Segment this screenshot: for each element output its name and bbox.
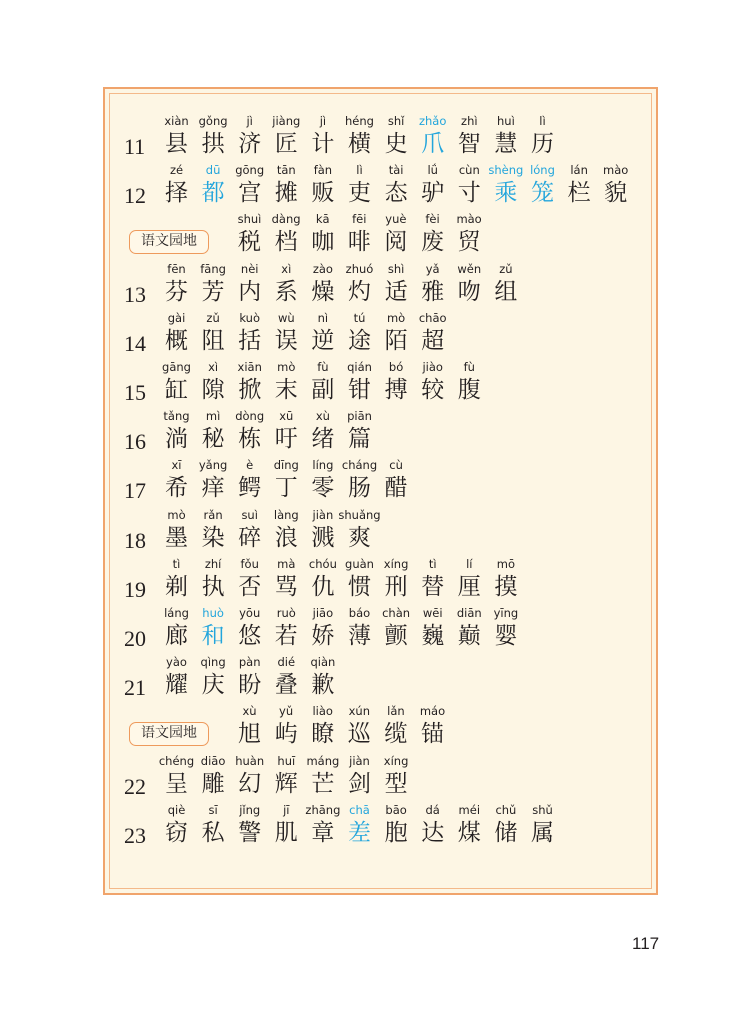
hanzi: 废 — [421, 229, 444, 256]
pinyin: wēi — [422, 606, 443, 620]
hanzi: 型 — [384, 770, 408, 797]
pinyin: bāo — [385, 802, 407, 817]
pinyin: dòng — [235, 409, 265, 424]
hanzi: 芒 — [311, 770, 335, 797]
pinyin: tǎng — [163, 409, 190, 424]
pinyin: máo — [419, 704, 446, 719]
pinyin: lóng — [530, 163, 555, 178]
pinyin: nèi — [240, 261, 259, 276]
hanzi: 痒 — [201, 475, 225, 502]
hanzi: 驴 — [421, 180, 445, 207]
hanzi: 醋 — [384, 475, 408, 502]
pinyin: cháng — [341, 458, 378, 473]
hanzi: 吻 — [457, 278, 481, 305]
pinyin: báo — [348, 606, 371, 620]
lesson-number: 21 — [124, 675, 146, 701]
pinyin: chǔ — [495, 802, 517, 817]
hanzi: 巡 — [347, 721, 371, 748]
pinyin: mò — [277, 360, 296, 374]
hanzi: 内 — [238, 278, 262, 305]
hanzi: 栋 — [238, 426, 262, 453]
pinyin: qiàn — [310, 655, 336, 670]
lesson-row — [105, 606, 656, 654]
lesson-number: 14 — [124, 330, 146, 356]
hanzi: 逆 — [311, 327, 335, 354]
pinyin: shèng — [488, 163, 524, 178]
pinyin: xù — [242, 704, 257, 719]
lesson-number: 23 — [124, 822, 146, 848]
pinyin: rǎn — [203, 507, 223, 522]
pinyin: fēi — [352, 212, 367, 227]
pinyin: yīng — [493, 606, 519, 620]
pinyin: qìng — [200, 655, 226, 670]
lesson-number: 15 — [124, 380, 146, 405]
pinyin: chóu — [308, 556, 337, 571]
pinyin: shǐ — [387, 114, 405, 128]
character-cell — [487, 606, 524, 654]
pinyin: guàn — [345, 556, 374, 571]
pinyin: zhì — [461, 114, 478, 128]
lesson-row — [105, 262, 656, 310]
character-cell — [378, 754, 415, 802]
lesson-number: 11 — [124, 134, 146, 159]
pinyin: zào — [312, 261, 333, 276]
page-number: 117 — [632, 934, 660, 953]
pinyin: chéng — [158, 753, 195, 768]
garden-row — [105, 212, 656, 260]
pinyin: mà — [277, 556, 296, 571]
pinyin: mào — [456, 212, 482, 227]
lesson-row — [105, 655, 656, 703]
hanzi: 贸 — [457, 229, 481, 256]
hanzi: 胞 — [384, 819, 408, 846]
pinyin: dū — [205, 163, 221, 178]
pinyin: jì — [319, 114, 327, 128]
hanzi: 较 — [421, 377, 445, 403]
hanzi: 都 — [201, 180, 225, 207]
character-cell — [487, 262, 524, 310]
character-cell — [487, 557, 524, 605]
pinyin: jiāo — [312, 606, 334, 620]
hanzi: 巅 — [457, 623, 481, 649]
hanzi: 差 — [348, 819, 371, 846]
hanzi: 肠 — [348, 475, 371, 502]
pinyin: xī — [171, 458, 182, 473]
lesson-row — [105, 114, 656, 162]
hanzi: 缆 — [384, 721, 408, 748]
pinyin: lì — [356, 163, 363, 178]
hanzi: 窃 — [165, 819, 188, 846]
hanzi: 篇 — [348, 426, 371, 453]
pinyin: tú — [353, 310, 366, 325]
character-cell — [524, 803, 561, 851]
lesson-row — [105, 754, 656, 802]
pinyin: xù — [315, 409, 330, 424]
pinyin: tài — [388, 163, 404, 178]
hanzi: 幻 — [238, 770, 262, 797]
hanzi: 寸 — [457, 180, 481, 207]
pinyin: xì — [281, 261, 292, 276]
pinyin: dá — [425, 802, 440, 817]
pinyin: sī — [208, 802, 218, 817]
pinyin: xíng — [383, 556, 409, 571]
character-table-frame — [103, 87, 658, 895]
hanzi: 仇 — [311, 573, 335, 600]
hanzi: 达 — [421, 819, 445, 846]
hanzi: 概 — [165, 327, 188, 354]
lesson-row — [105, 458, 656, 506]
hanzi: 悠 — [238, 623, 262, 649]
hanzi: 否 — [238, 573, 262, 600]
hanzi: 智 — [457, 131, 481, 157]
hanzi: 执 — [201, 573, 225, 600]
hanzi: 瞭 — [311, 721, 335, 748]
pinyin: xiān — [237, 360, 262, 374]
hanzi: 咖 — [311, 229, 335, 256]
hanzi: 锚 — [421, 721, 444, 748]
hanzi: 组 — [494, 278, 518, 305]
hanzi: 横 — [348, 131, 371, 157]
hanzi: 阅 — [384, 229, 408, 256]
pinyin: è — [246, 458, 254, 473]
hanzi: 括 — [238, 327, 262, 354]
pinyin: ruò — [276, 606, 296, 620]
pinyin: shǔ — [532, 802, 553, 817]
hanzi: 态 — [384, 180, 408, 207]
hanzi: 副 — [311, 377, 335, 403]
hanzi: 庆 — [201, 672, 225, 699]
hanzi: 掀 — [238, 377, 262, 403]
hanzi: 鳄 — [238, 475, 262, 502]
hanzi: 屿 — [274, 721, 298, 748]
hanzi: 淌 — [165, 426, 188, 453]
hanzi: 替 — [421, 573, 445, 600]
pinyin: pàn — [238, 655, 261, 670]
hanzi: 丁 — [274, 475, 298, 502]
hanzi: 摊 — [274, 180, 298, 207]
pinyin: huī — [277, 753, 296, 768]
pinyin: fǒu — [240, 556, 259, 571]
hanzi: 雕 — [201, 770, 225, 797]
pinyin: yào — [166, 655, 187, 670]
hanzi: 厘 — [457, 573, 481, 600]
pinyin: shì — [387, 261, 405, 276]
hanzi: 呈 — [165, 770, 188, 797]
hanzi: 税 — [238, 229, 261, 256]
hanzi: 煤 — [457, 819, 481, 846]
pinyin: huò — [202, 606, 224, 620]
hanzi: 芬 — [165, 278, 188, 305]
hanzi: 爽 — [348, 524, 371, 551]
garden-row — [105, 704, 656, 752]
lesson-row — [105, 360, 656, 408]
pinyin: gài — [167, 310, 186, 325]
hanzi: 拱 — [201, 131, 225, 157]
pinyin: lǎn — [387, 704, 405, 719]
hanzi: 乘 — [494, 180, 518, 207]
pinyin: líng — [312, 458, 334, 473]
hanzi: 误 — [274, 327, 298, 354]
pinyin: yǎng — [198, 458, 228, 473]
pinyin: yǔ — [279, 704, 294, 719]
hanzi: 济 — [238, 131, 262, 157]
pinyin: gāng — [162, 360, 191, 374]
hanzi: 县 — [165, 131, 188, 157]
hanzi: 娇 — [311, 623, 335, 649]
pinyin: diāo — [200, 753, 226, 768]
hanzi: 巍 — [421, 623, 445, 649]
hanzi: 叠 — [274, 672, 298, 699]
pinyin: zǔ — [499, 261, 513, 276]
pinyin: jī — [283, 802, 290, 817]
pinyin: nì — [317, 310, 329, 325]
pinyin: láng — [164, 606, 189, 620]
pinyin: fù — [317, 360, 329, 374]
lesson-row — [105, 508, 656, 556]
character-cell — [414, 311, 451, 359]
hanzi: 歉 — [311, 672, 335, 699]
hanzi: 貌 — [604, 180, 628, 207]
pinyin: máng — [306, 753, 340, 768]
pinyin: fèi — [425, 212, 440, 227]
pinyin: zǔ — [206, 310, 220, 325]
hanzi: 陌 — [384, 327, 408, 354]
pinyin: fàn — [313, 163, 333, 178]
lesson-number: 22 — [124, 773, 146, 799]
hanzi: 缸 — [165, 377, 188, 403]
lesson-number: 18 — [124, 527, 146, 553]
character-cell — [451, 212, 488, 260]
hanzi: 浪 — [274, 524, 298, 551]
lesson-number: 20 — [124, 626, 146, 651]
hanzi: 腹 — [457, 377, 481, 403]
pinyin: chāo — [418, 310, 447, 325]
hanzi: 薄 — [348, 623, 371, 649]
pinyin: xiàn — [164, 114, 189, 128]
hanzi: 匠 — [274, 131, 298, 157]
hanzi: 绪 — [311, 426, 335, 453]
hanzi: 耀 — [165, 672, 188, 699]
lesson-row — [105, 557, 656, 605]
character-cell — [597, 163, 634, 211]
pinyin: jiàng — [272, 114, 301, 128]
hanzi: 刑 — [384, 573, 408, 600]
pinyin: cùn — [458, 163, 480, 178]
hanzi: 慧 — [494, 131, 518, 157]
pinyin: fēn — [167, 261, 186, 276]
pinyin: yuè — [385, 212, 407, 227]
hanzi: 档 — [274, 229, 298, 256]
lesson-number: 17 — [124, 478, 146, 504]
pinyin: yōu — [239, 606, 261, 620]
pinyin: zhuó — [345, 261, 374, 276]
hanzi: 染 — [201, 524, 225, 551]
hanzi: 超 — [421, 327, 445, 354]
pinyin: jiàn — [349, 753, 370, 768]
pinyin: wù — [277, 310, 295, 325]
pinyin: shuì — [237, 212, 262, 227]
pinyin: huàn — [235, 753, 265, 768]
pinyin: fù — [463, 360, 475, 374]
hanzi: 吁 — [274, 426, 298, 453]
hanzi: 希 — [165, 475, 188, 502]
hanzi: 章 — [311, 819, 335, 846]
pinyin: mò — [167, 507, 186, 522]
pinyin: lán — [570, 163, 588, 178]
pinyin: mào — [603, 163, 629, 178]
pinyin: dié — [277, 655, 296, 670]
hanzi: 私 — [201, 819, 225, 846]
lesson-row — [105, 803, 656, 851]
pinyin: gǒng — [198, 114, 228, 128]
pinyin: liào — [312, 704, 333, 719]
pinyin: gōng — [235, 163, 265, 178]
lesson-number: 19 — [124, 576, 146, 602]
pinyin: zhāng — [305, 802, 341, 817]
lesson-number: 13 — [124, 281, 146, 307]
pinyin: jǐng — [239, 802, 261, 817]
pinyin: diān — [456, 606, 482, 620]
hanzi: 婴 — [494, 623, 518, 649]
pinyin: méi — [458, 802, 481, 817]
pinyin: mò — [386, 310, 406, 325]
hanzi: 廊 — [165, 623, 188, 649]
pinyin: xíng — [383, 753, 409, 768]
hanzi: 宫 — [238, 180, 262, 207]
hanzi: 芳 — [201, 278, 225, 305]
pinyin: chā — [349, 802, 370, 817]
hanzi: 碎 — [238, 524, 262, 551]
hanzi: 末 — [274, 377, 298, 403]
pinyin: wěn — [457, 261, 482, 276]
pinyin: mō — [496, 556, 516, 571]
pinyin: mì — [205, 409, 221, 424]
lesson-number: 12 — [124, 183, 146, 209]
hanzi: 钳 — [348, 377, 371, 403]
hanzi: 溅 — [311, 524, 335, 551]
hanzi: 若 — [274, 623, 298, 649]
pinyin: tì — [428, 556, 437, 571]
hanzi: 栏 — [567, 180, 591, 207]
lesson-number: 16 — [124, 429, 146, 455]
yuwen-garden-badge: 语文园地 — [129, 230, 209, 254]
hanzi: 辉 — [274, 770, 298, 797]
character-cell — [304, 655, 341, 703]
pinyin: héng — [345, 114, 374, 128]
pinyin: zé — [169, 163, 184, 178]
pinyin: fāng — [200, 261, 226, 276]
pinyin: suì — [241, 507, 258, 522]
yuwen-garden-badge: 语文园地 — [129, 722, 209, 746]
pinyin: zhǎo — [418, 114, 447, 128]
hanzi: 啡 — [347, 229, 371, 256]
hanzi: 隙 — [201, 377, 225, 403]
pinyin: huì — [497, 114, 515, 128]
hanzi: 惯 — [348, 573, 371, 600]
pinyin: kā — [315, 212, 330, 227]
pinyin: cù — [389, 458, 403, 473]
pinyin: tì — [172, 556, 181, 571]
pinyin: lǘ — [427, 163, 438, 178]
hanzi: 燥 — [311, 278, 335, 305]
hanzi: 爪 — [421, 131, 445, 157]
hanzi: 储 — [494, 819, 518, 846]
hanzi: 择 — [165, 180, 188, 207]
hanzi: 墨 — [165, 524, 188, 551]
character-cell — [524, 114, 561, 162]
character-cell — [414, 704, 451, 752]
pinyin: bó — [388, 360, 404, 374]
hanzi: 贩 — [311, 180, 335, 207]
pinyin: zhí — [204, 556, 222, 571]
hanzi: 摸 — [494, 573, 518, 600]
hanzi: 秘 — [201, 426, 225, 453]
pinyin: xū — [279, 409, 294, 424]
pinyin: kuò — [239, 310, 260, 325]
pinyin: làng — [273, 507, 299, 522]
lesson-row — [105, 409, 656, 457]
character-cell — [451, 360, 488, 408]
hanzi: 剃 — [165, 573, 188, 600]
pinyin: xì — [208, 360, 219, 374]
hanzi: 阻 — [201, 327, 225, 354]
pinyin: jì — [246, 114, 253, 128]
character-cell — [338, 507, 381, 556]
hanzi: 历 — [531, 131, 554, 157]
hanzi: 肌 — [274, 819, 298, 846]
pinyin: lì — [539, 114, 546, 128]
hanzi: 笼 — [531, 180, 554, 207]
hanzi: 属 — [531, 819, 554, 846]
pinyin: xún — [348, 704, 370, 719]
hanzi: 搏 — [384, 377, 408, 403]
pinyin: shuǎng — [338, 507, 381, 522]
pinyin: dàng — [271, 212, 301, 227]
hanzi: 颤 — [384, 623, 408, 649]
hanzi: 计 — [311, 131, 335, 157]
pinyin: piān — [347, 409, 372, 424]
hanzi: 零 — [311, 475, 335, 502]
pinyin: tān — [276, 163, 296, 178]
pinyin: yǎ — [425, 261, 440, 276]
character-cell — [378, 458, 415, 506]
lesson-row — [105, 163, 656, 211]
character-cell — [341, 409, 378, 457]
hanzi: 骂 — [274, 573, 298, 600]
hanzi: 旭 — [238, 721, 261, 748]
pinyin: qián — [347, 360, 372, 374]
hanzi: 剑 — [348, 770, 371, 797]
pinyin: chàn — [382, 606, 411, 620]
hanzi: 警 — [238, 819, 262, 846]
hanzi: 吏 — [348, 180, 371, 207]
pinyin: jiàn — [312, 507, 334, 522]
hanzi: 系 — [274, 278, 298, 305]
hanzi: 和 — [201, 623, 225, 649]
hanzi: 途 — [348, 327, 371, 354]
pinyin: lí — [466, 556, 473, 571]
pinyin: qiè — [167, 802, 186, 817]
hanzi: 雅 — [421, 278, 445, 305]
hanzi: 盼 — [238, 672, 262, 699]
hanzi: 适 — [384, 278, 408, 305]
lesson-row — [105, 311, 656, 359]
hanzi: 灼 — [348, 278, 371, 305]
pinyin: jiào — [422, 360, 443, 374]
hanzi: 史 — [384, 131, 408, 157]
pinyin: dīng — [273, 458, 299, 473]
